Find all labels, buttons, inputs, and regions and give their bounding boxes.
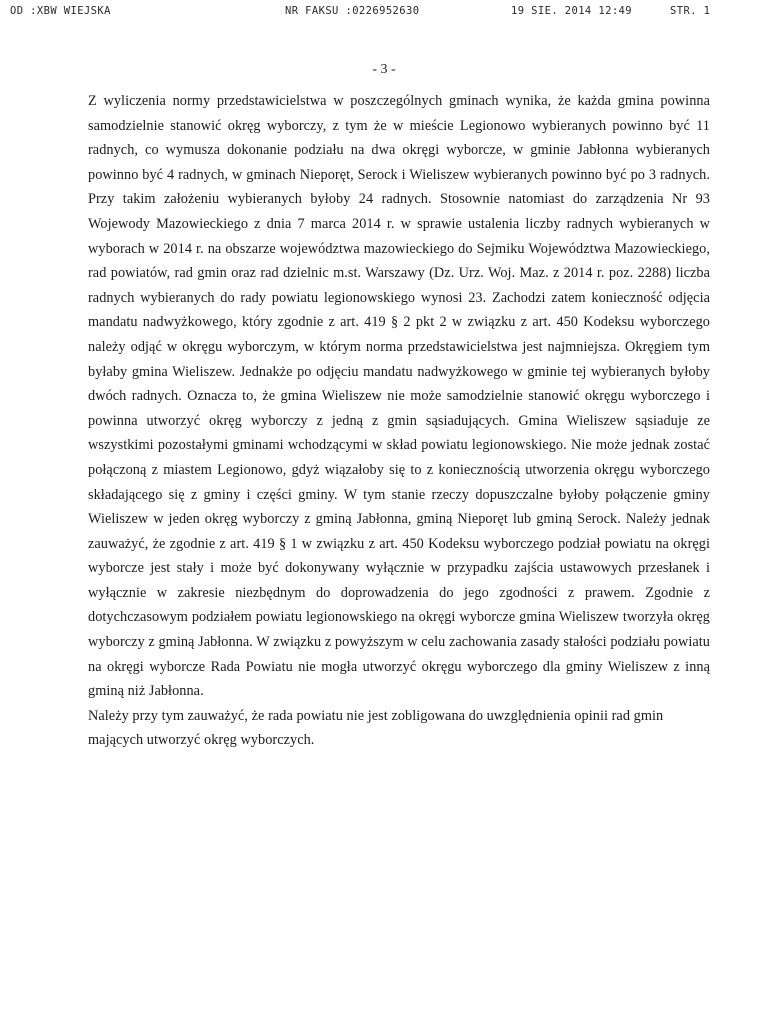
- fax-number: NR FAKSU :0226952630: [285, 5, 420, 17]
- fax-date-time: 19 SIE. 2014 12:49: [511, 5, 632, 17]
- fax-page-number: STR. 1: [670, 5, 711, 17]
- paragraph: Należy przy tym zauważyć, że rada powiatu nie jest zobligowana do uwzględnienia opinii rad gmin mających utworzyć okręg wyborczych.: [88, 707, 664, 749]
- document-body: [88, 89, 710, 753]
- page-number: - 3 -: [372, 62, 396, 77]
- fax-header: [0, 5, 768, 25]
- fax-sender: OD :XBW WIEJSKA: [10, 5, 111, 17]
- paragraph: Z wyliczenia normy przedstawicielstwa w poszczególnych gminach wynika, że każda gmina powinna samodzielnie stanowić okręg wyborczy, z tym że w mieście Legionowo wybieranych powinno być 11 radnych, co wymusza dokonanie podziału na dwa okręgi wyborcze, w gminie Jabłonna wybieranych powinno być 4 radnych, w gminach Nieporęt, Serock i Wieliszew wybieranych powinno być po 3 radnych. Przy takim założeniu wybieranych byłoby 24 radnych. Stosownie natomiast do zarządzenia Nr 93 Wojewody Mazowieckiego z dnia 7 marca 2014 r. w sprawie ustalenia liczby radnych wybieranych w wyborach w 2014 r. na obszarze województwa mazowieckiego do Sejmiku Województwa Mazowieckiego, rad powiatów, rad gmin oraz rad dzielnic m.st. Warszawy (Dz. Urz. Woj. Maz. z 2014 r. poz. 2288) liczba radnych wybieranych do rady powiatu legionowskiego wynosi 23. Zachodzi zatem konieczność odjęcia mandatu nadwyżkowego, który zgodnie z art. 419 § 2 pkt 2 w związku z art. 450 Kodeksu wyborczego należy odjąć w okręgu wyborczym, w którym norma przedstawicielstwa jest najmniejsza. Okręgiem tym byłaby gmina Wieliszew. Jednakże po odjęciu mandatu nadwyżkowego w gminie tej wybieranych byłoby dwóch radnych. Oznacza to, że gmina Wieliszew nie może samodzielnie stanowić okręgu wyborczego i powinna utworzyć okręg wyborczy z jedną z gmin sąsiadujących. Gmina Wieliszew sąsiaduje ze wszystkimi pozostałymi gminami wchodzącymi w skład powiatu legionowskiego. Nie może jednak zostać połączoną z miastem Legionowo, gdyż wiązałoby się to z koniecznością utworzenia okręgu wyborczego składającego się z gminy i części gminy. W tym stanie rzeczy dopuszczalne byłoby połączenie gminy Wieliszew w jeden okręg wyborczy z gminą Jabłonna, gminą Nieporęt lub gminą Serock. Należy jednak zauważyć, że zgodnie z art. 419 § 1 w związku z art. 450 Kodeksu wyborczego podział powiatu na okręgi wyborcze jest stały i może być dokonywany wyłącznie w przypadku zajścia ustawowych przesłanek i wyłącznie w zakresie niezbędnym do doprowadzenia do jego zgodności z prawem. Zgodnie z dotychczasowym podziałem powiatu legionowskiego na okręgi wyborcze gmina Wieliszew tworzyła okręg wyborczy z gminą Jabłonna. W związku z powyższym w celu zachowania zasady stałości podziału powiatu na okręgi wyborcze Rada Powiatu nie mogła utworzyć okręgu wyborczego dla gminy Wieliszew z inną gminą niż Jabłonna.: [88, 93, 710, 700]
